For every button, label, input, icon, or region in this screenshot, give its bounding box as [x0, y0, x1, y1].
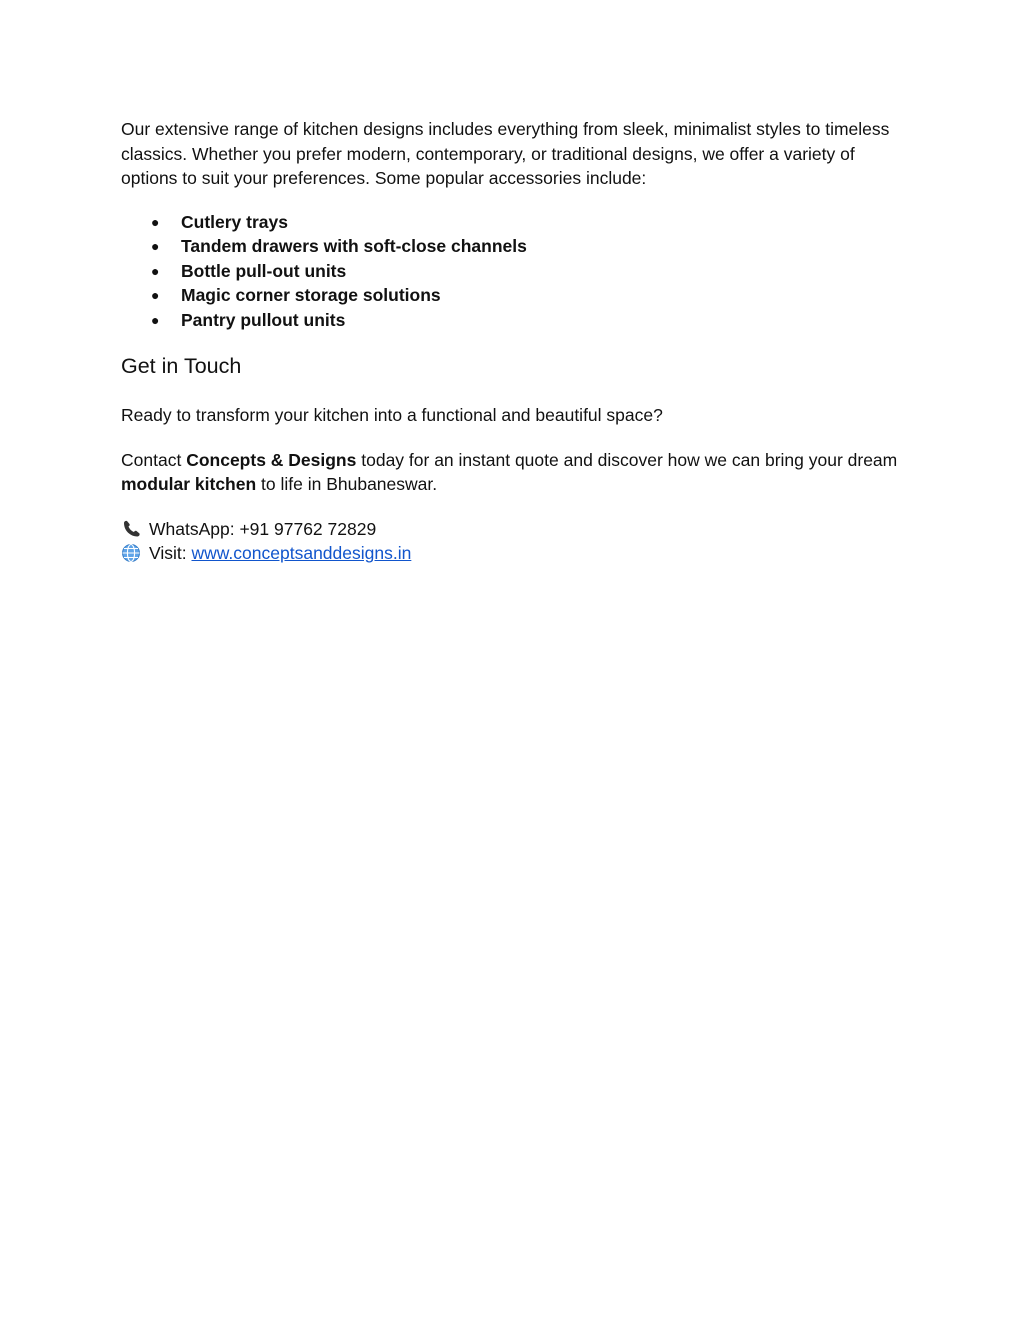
list-item-label: Cutlery trays [181, 211, 288, 232]
accessories-list [121, 210, 901, 333]
bullet: ● [151, 213, 160, 230]
website-line [121, 541, 901, 566]
list-item-label: Tandem drawers with soft-close channels [181, 236, 527, 256]
cta-paragraph [121, 448, 901, 497]
whatsapp-line [121, 517, 901, 542]
section-heading: Get in Touch [121, 354, 242, 378]
company-name: Concepts & Designs [186, 449, 357, 470]
cta-suffix: to life in Bhubaneswar. [256, 474, 438, 494]
bullet: ● [151, 311, 160, 328]
document-page [121, 117, 901, 566]
list-item-label: Bottle pull-out units [181, 260, 347, 281]
cta-middle: today for an instant quote and discover how we can bring your dream [356, 449, 898, 470]
list-item [121, 210, 901, 235]
product-name: modular kitchen [121, 474, 257, 494]
website-link[interactable]: www.conceptsanddesigns.in [191, 543, 412, 563]
phone-icon [121, 519, 143, 539]
list-item [121, 283, 901, 308]
bullet: ● [151, 238, 160, 254]
bullet: ● [151, 262, 160, 279]
intro-paragraph: Our extensive range of kitchen designs includes everything from sleek, minimalist styles to timeless classics. Whether you prefer modern, contemporary, or traditional designs, we offer a variety of options to suit your preferences. Some popular accessories include: [121, 119, 890, 188]
list-item-label: Magic corner storage solutions [181, 285, 441, 305]
question-paragraph: Ready to transform your kitchen into a functional and beautiful space? [121, 405, 663, 425]
visit-label: Visit: [149, 543, 187, 563]
list-item [121, 308, 901, 333]
list-item-label: Pantry pullout units [181, 309, 346, 330]
cta-prefix: Contact [121, 449, 187, 470]
whatsapp-number: WhatsApp: +91 97762 72829 [149, 518, 377, 539]
list-item [121, 259, 901, 284]
bullet: ● [151, 287, 160, 303]
list-item [121, 234, 901, 259]
globe-icon [121, 543, 143, 563]
